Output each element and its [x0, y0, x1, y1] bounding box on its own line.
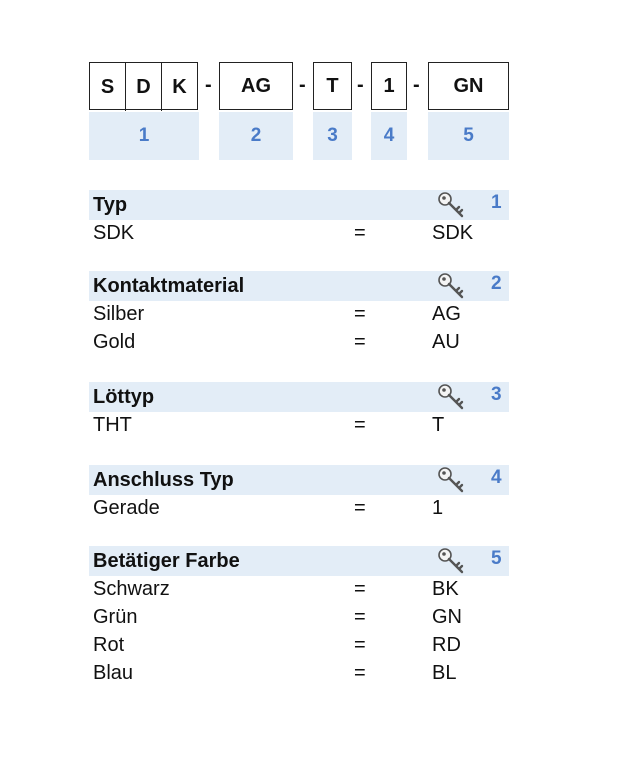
equals-sign: = [354, 662, 366, 684]
option-code: AU [432, 331, 460, 353]
section-title: Betätiger Farbe [93, 549, 240, 572]
code-dash: - [413, 74, 420, 96]
option-label: Silber [93, 303, 145, 325]
equals-sign: = [354, 634, 366, 656]
option-label: THT [93, 414, 132, 436]
option-label: Rot [93, 634, 125, 656]
position-number: 2 [219, 112, 293, 160]
section-kontaktmaterial [89, 271, 509, 357]
equals-sign: = [354, 331, 366, 353]
equals-sign: = [354, 606, 366, 628]
section-number: 5 [491, 548, 502, 569]
code-cell [90, 63, 126, 111]
list-item [89, 301, 509, 329]
list-item [89, 329, 509, 357]
order-code-row [0, 62, 641, 112]
option-code: 1 [432, 497, 444, 519]
option-code: RD [432, 634, 461, 656]
section-header [89, 465, 509, 495]
equals-sign: = [354, 497, 366, 519]
code-char: AG [241, 74, 271, 97]
code-char: 1 [383, 74, 395, 97]
list-item [89, 412, 509, 440]
equals-sign: = [354, 303, 366, 325]
option-label: Blau [93, 662, 134, 684]
code-char: S [100, 75, 115, 98]
option-code: GN [432, 606, 462, 628]
list-item [89, 632, 509, 660]
option-label: SDK [93, 222, 135, 244]
section-header [89, 382, 509, 412]
position-number: 5 [428, 112, 509, 160]
list-item [89, 604, 509, 632]
code-char: K [172, 75, 187, 98]
code-cell [162, 63, 197, 111]
equals-sign: = [354, 222, 366, 244]
code-group-1 [89, 62, 198, 110]
section-number: 1 [491, 192, 502, 213]
option-code: BK [432, 578, 459, 600]
code-dash: - [299, 74, 306, 96]
option-label: Gold [93, 331, 136, 353]
section-typ [89, 190, 509, 248]
code-char: GN [453, 74, 484, 97]
section-number: 4 [491, 467, 502, 488]
key-icon [436, 546, 468, 576]
list-item [89, 576, 509, 604]
section-number: 3 [491, 384, 502, 405]
code-char: D [136, 75, 151, 98]
position-number: 4 [371, 112, 407, 160]
section-title: Typ [93, 193, 128, 216]
option-code: AG [432, 303, 461, 325]
code-dash: - [357, 74, 364, 96]
section-title: Löttyp [93, 385, 155, 408]
position-number-row [0, 112, 641, 162]
key-icon [436, 190, 468, 220]
code-group-3 [313, 62, 352, 110]
option-code: BL [432, 662, 457, 684]
code-char: T [326, 74, 339, 97]
option-label: Gerade [93, 497, 160, 519]
option-label: Grün [93, 606, 138, 628]
code-group-4 [371, 62, 407, 110]
section-title: Kontaktmaterial [93, 274, 245, 297]
section-header [89, 190, 509, 220]
section-betaetiger-farbe [89, 546, 509, 688]
list-item [89, 220, 509, 248]
key-icon [436, 271, 468, 301]
equals-sign: = [354, 578, 366, 600]
equals-sign: = [354, 414, 366, 436]
option-code: SDK [432, 222, 474, 244]
section-header [89, 546, 509, 576]
section-header [89, 271, 509, 301]
code-cell [126, 63, 162, 111]
key-icon [436, 465, 468, 495]
section-title: Anschluss Typ [93, 468, 234, 491]
list-item [89, 660, 509, 688]
position-number: 3 [313, 112, 352, 160]
code-group-5 [428, 62, 509, 110]
code-dash: - [205, 74, 212, 96]
section-loettyp [89, 382, 509, 440]
key-icon [436, 382, 468, 412]
option-label: Schwarz [93, 578, 170, 600]
code-group-2 [219, 62, 293, 110]
option-code: T [432, 414, 445, 436]
list-item [89, 495, 509, 523]
section-anschluss-typ [89, 465, 509, 523]
section-number: 2 [491, 273, 502, 294]
position-number: 1 [89, 112, 199, 160]
